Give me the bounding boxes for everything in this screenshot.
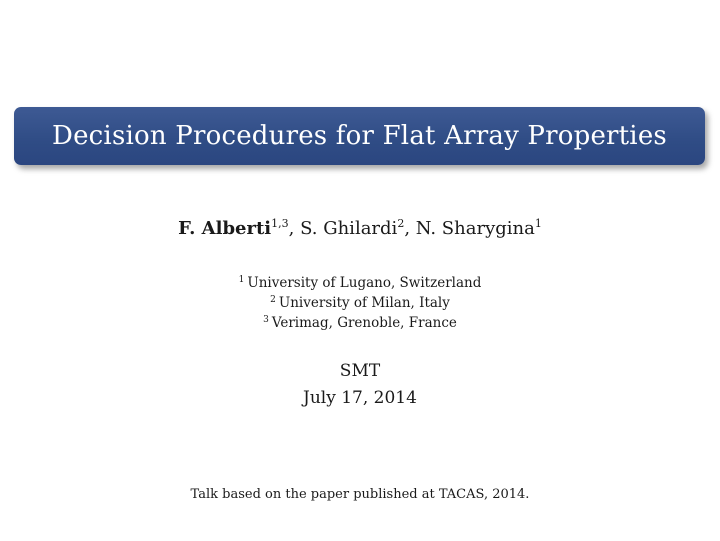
- affiliation-1-sup: 1: [238, 275, 245, 285]
- author-1: [178, 218, 288, 239]
- author-2-affil-sup: 2: [397, 217, 405, 230]
- affiliation-1-text: University of Lugano, Switzerland: [247, 275, 482, 291]
- author-separator: ,: [288, 218, 301, 239]
- affiliation-2: [0, 293, 720, 313]
- author-1-name: F. Alberti: [178, 218, 272, 239]
- author-3: [416, 218, 542, 239]
- affiliation-3-text: Verimag, Grenoble, France: [271, 315, 457, 331]
- venue-block: [0, 358, 720, 412]
- title-box: [14, 107, 705, 165]
- affiliation-2-text: University of Milan, Italy: [278, 295, 450, 311]
- affiliation-2-sup: 2: [270, 295, 276, 305]
- author-3-name: N. Sharygina: [415, 218, 535, 239]
- affiliation-3: [0, 313, 720, 333]
- event-date: July 17, 2014: [303, 388, 417, 408]
- affiliation-list: [0, 273, 720, 333]
- slide-title: Decision Procedures for Flat Array Properties: [52, 121, 667, 151]
- footnote: Talk based on the paper published at TACAS, 2014.: [190, 487, 530, 502]
- author-list: [0, 218, 720, 239]
- author-1-affil-sup: 1,3: [271, 217, 289, 230]
- affiliation-3-sup: 3: [263, 315, 269, 325]
- event-name: SMT: [339, 361, 381, 381]
- author-2: [300, 218, 404, 239]
- author-3-affil-sup: 1: [534, 217, 542, 230]
- author-separator: ,: [404, 218, 416, 239]
- author-2-name: S. Ghilardi: [300, 218, 398, 239]
- affiliation-1: [0, 273, 720, 293]
